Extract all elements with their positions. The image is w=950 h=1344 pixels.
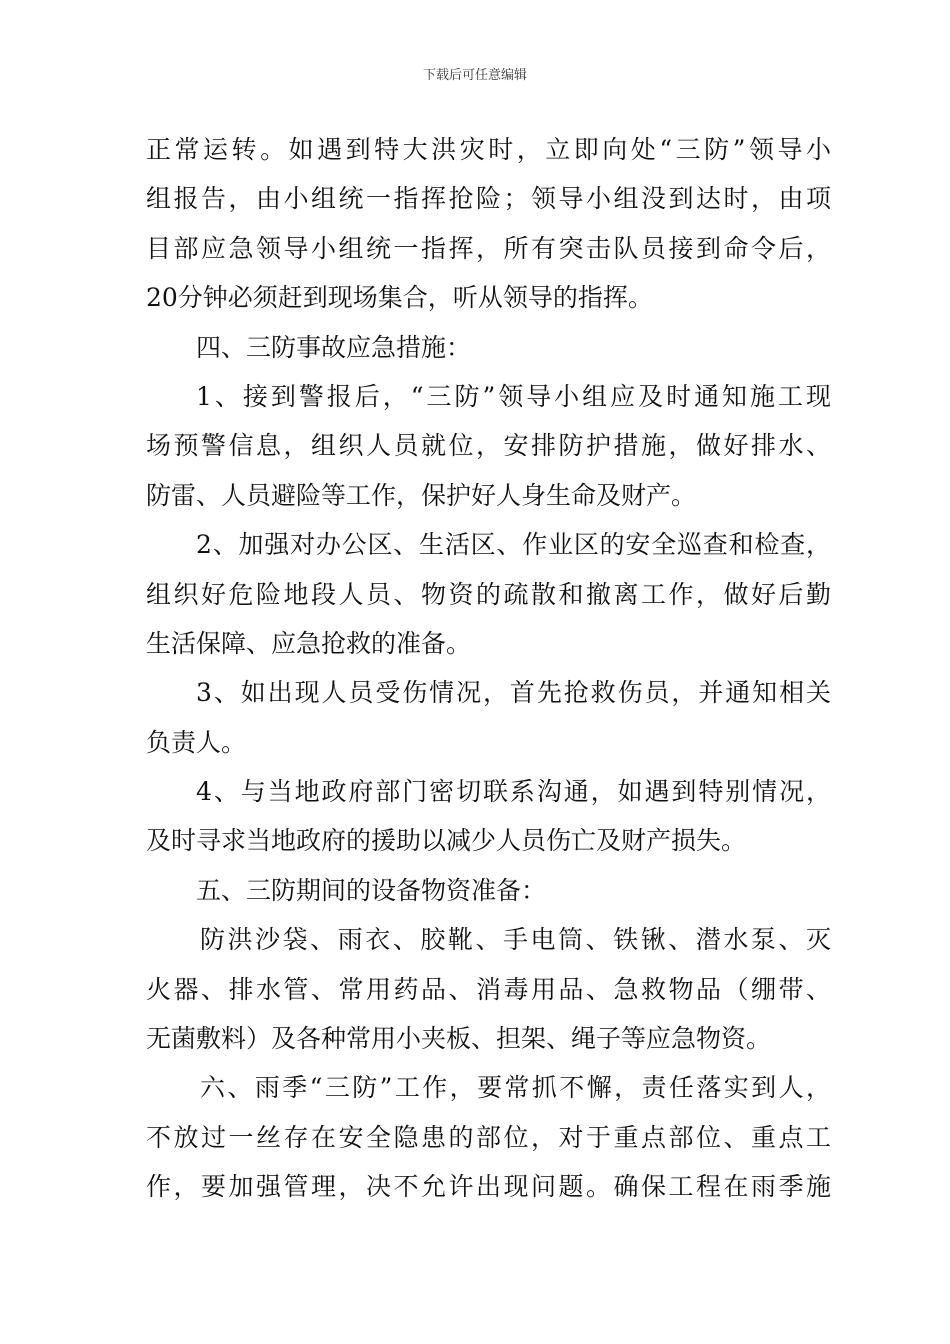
text-line: 1、接到警报后，“三防”领导小组应及时通知施工现 — [196, 381, 831, 411]
text-line: 防雷、人员避险等工作，保护好人身生命及财产。 — [146, 480, 697, 510]
document-body — [146, 125, 831, 1212]
text-line: 防洪沙袋、雨衣、胶靴、手电筒、铁锹、潜水泵、灭 — [200, 925, 831, 955]
section-heading: 六、雨季“三防”工作，要常抓不懈，责任落实到人， — [200, 1073, 831, 1103]
text-line: 4、与当地政府部门密切联系沟通，如遇到特别情况， — [196, 777, 831, 807]
text-line: 组织好危险地段人员、物资的疏散和撤离工作，做好后勤 — [146, 579, 831, 609]
text-line: 场预警信息，组织人员就位，安排防护措施，做好排水、 — [146, 431, 831, 461]
text-line: 及时寻求当地政府的援助以减少人员伤亡及财产损失。 — [146, 826, 747, 856]
page-header: 下载后可任意编辑 — [422, 68, 527, 83]
text-line: 目部应急领导小组统一指挥，所有突击队员接到命令后， — [146, 233, 831, 263]
text-line: 不放过一丝存在安全隐患的部位，对于重点部位、重点工 — [146, 1122, 831, 1152]
text-line: 20分钟必须赶到现场集合，听从领导的指挥。 — [146, 283, 653, 313]
text-line: 火器、排水管、常用药品、消毒用品、急救物品（绷带、 — [146, 974, 831, 1004]
text-line: 生活保障、应急抢救的准备。 — [146, 628, 472, 658]
text-line: 作，要加强管理，决不允许出现问题。确保工程在雨季施 — [146, 1172, 831, 1202]
section-heading: 四、三防事故应急措施： — [196, 332, 472, 362]
text-line: 无菌敷料）及各种常用小夹板、担架、绳子等应急物资。 — [146, 1024, 772, 1054]
text-line: 正常运转。如遇到特大洪灾时，立即向处“三防”领导小 — [146, 135, 831, 164]
section-heading: 五、三防期间的设备物资准备： — [196, 875, 547, 905]
text-line: 2、加强对办公区、生活区、作业区的安全巡查和检查， — [196, 530, 831, 560]
text-line: 3、如出现人员受伤情况，首先抢救伤员，并通知相关 — [196, 678, 831, 708]
text-line: 组报告，由小组统一指挥抢险；领导小组没到达时，由项 — [146, 184, 831, 214]
text-line: 负责人。 — [146, 727, 247, 757]
